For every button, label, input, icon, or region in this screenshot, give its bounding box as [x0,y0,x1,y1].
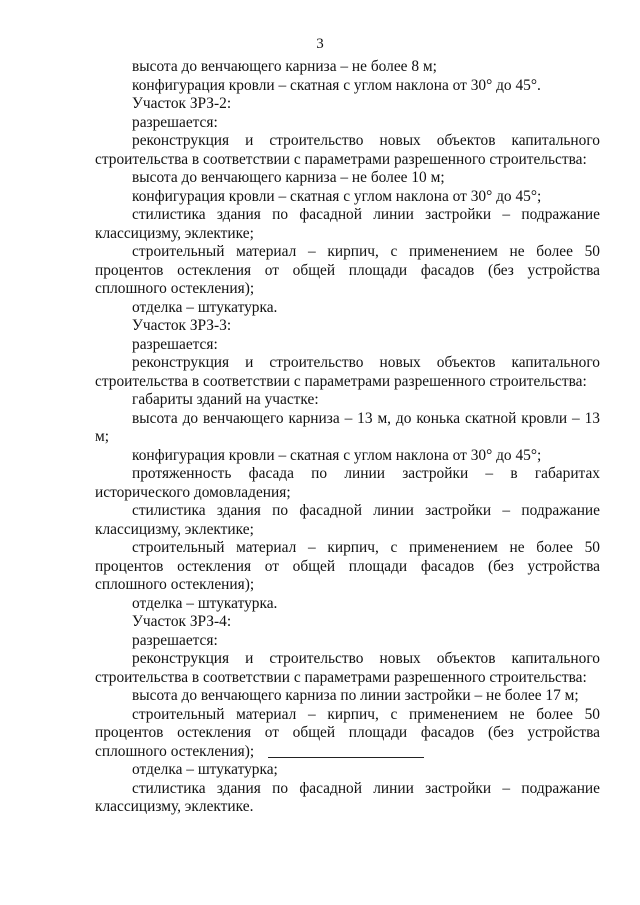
paragraph: стилистика здания по фасадной линии застройки – подражание классицизму, эклектике; [95,502,600,538]
paragraph: отделка – штукатурка. [132,594,278,612]
paragraph: реконструкция и строительство новых объектов капитального строительства в соответствии с параметрами разрешенного строительства: [95,354,600,390]
paragraph: отделка – штукатурка; [132,761,278,778]
section-heading: Участок ЗРЗ-3: [132,317,232,334]
paragraph: высота до венчающего карниза – 13 м, до конька скатной кровли – 13 м; [95,409,600,445]
paragraph: реконструкция и строительство новых объектов капитального строительства в соответствии с параметрами разрешенного строительства: [95,132,600,168]
paragraph: строительный материал – кирпич, с применением не более 50 процентов остекления от общей площади фасадов (без устройства сплошного остекления); [95,243,600,297]
paragraph: высота до венчающего карниза – не более 8 м; [132,58,437,75]
paragraph: стилистика здания по фасадной линии застройки – подражание классицизму, эклектике; [95,206,600,242]
paragraph: конфигурация кровли – скатная с углом наклона от 30° до 45°; [132,446,542,464]
closing-divider-line [268,757,424,758]
paragraph: протяженность фасада по линии застройки – в габаритах исторического домовладения; [95,465,600,501]
paragraph: конфигурация кровли – скатная с углом наклона от 30° до 45°. [132,76,541,94]
paragraph: высота до венчающего карниза по линии застройки – не более 17 м; [132,687,579,704]
paragraph: высота до венчающего карниза – не более 10 м; [132,169,445,186]
paragraph: строительный материал – кирпич, с применением не более 50 процентов остекления от общей площади фасадов (без устройства сплошного остекления); [95,539,600,593]
paragraph: разрешается: [132,335,218,353]
paragraph: строительный материал – кирпич, с применением не более 50 процентов остекления от общей площади фасадов (без устройства сплошного остекления); [95,705,600,760]
paragraph: реконструкция и строительство новых объектов капитального строительства в соответствии с параметрами разрешенного строительства: [95,650,600,686]
paragraph: отделка – штукатурка. [132,298,278,316]
paragraph: стилистика здания по фасадной линии застройки – подражание классицизму, эклектике. [95,779,600,815]
paragraph: разрешается: [132,113,218,131]
page-number: 3 [316,36,324,52]
section-heading: Участок ЗРЗ-4: [132,613,232,630]
section-heading: Участок ЗРЗ-2: [132,95,232,112]
paragraph: разрешается: [132,631,218,649]
paragraph: габариты зданий на участке: [132,391,319,408]
document-body [95,58,600,817]
paragraph: конфигурация кровли – скатная с углом наклона от 30° до 45°; [132,187,542,205]
